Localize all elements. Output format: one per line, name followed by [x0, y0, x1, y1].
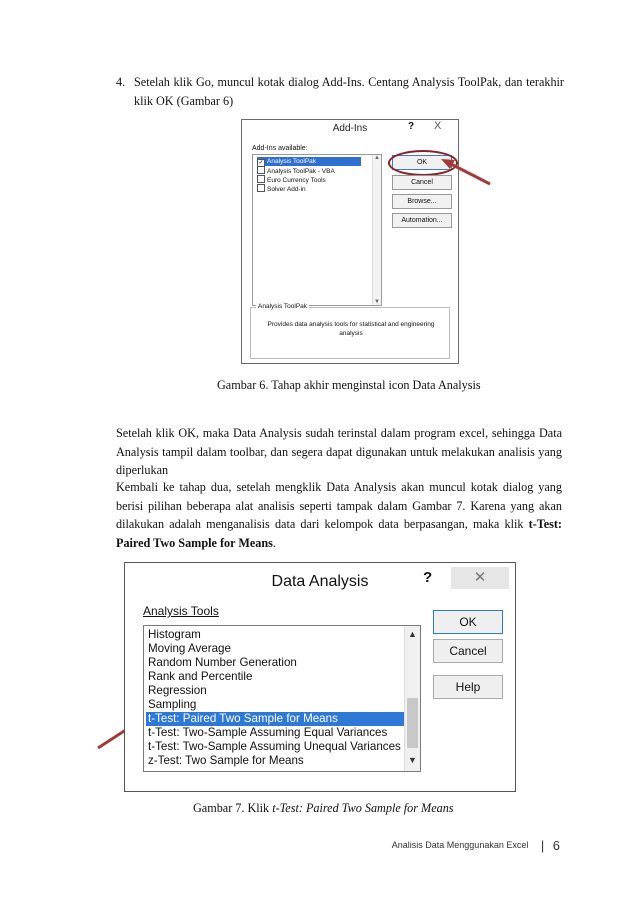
list-item[interactable]: Moving Average	[148, 642, 231, 655]
scroll-down-icon[interactable]: ▼	[374, 299, 380, 305]
scrollbar-thumb[interactable]	[407, 698, 418, 748]
addin-item-solver[interactable]	[257, 184, 306, 193]
addins-scrollbar[interactable]	[372, 155, 381, 305]
list-item[interactable]: Histogram	[148, 628, 201, 641]
paragraph-2-bold: t-Test: Paired Two Sample for Means	[116, 517, 562, 550]
addin-item-analysis-toolpak-vba[interactable]	[257, 166, 335, 175]
help-icon[interactable]: ?	[408, 121, 415, 132]
caption-7-italic: t-Test: Paired Two Sample for Means	[272, 801, 454, 815]
step-number: 4.	[116, 75, 126, 89]
footer-title: Analisis Data Menggunakan Excel	[391, 840, 529, 850]
paragraph-2	[116, 478, 562, 552]
analysis-tools-label	[143, 604, 219, 618]
close-icon[interactable]: ✕	[451, 567, 509, 589]
description-group-label: Analysis ToolPak	[258, 303, 308, 310]
list-item[interactable]: t-Test: Two-Sample Assuming Equal Variances	[148, 726, 388, 739]
list-item[interactable]: Sampling	[148, 698, 197, 711]
checkbox-icon[interactable]	[257, 184, 265, 192]
addin-item-label: Solver Add-in	[267, 186, 306, 193]
addin-item-analysis-toolpak[interactable]	[257, 157, 361, 166]
caption-gambar-7	[193, 800, 454, 816]
page-number: 6	[552, 838, 560, 853]
page-footer	[392, 838, 560, 853]
close-icon[interactable]: X	[434, 120, 442, 132]
paragraph-2-text: Kembali ke tahap dua, setelah mengklik Data Analysis akan muncul kotak dialog yang berisi pilihan beberapa alat analisis seperti tampak dalam Gambar 7. Karena yang akan dilakukan adalah menganalisis data dari kelompok data berpasangan, maka klik	[116, 480, 562, 531]
addin-item-label: Euro Currency Tools	[267, 177, 326, 184]
cancel-button[interactable]: Cancel	[433, 639, 503, 663]
ok-button[interactable]: OK	[433, 610, 503, 634]
list-item[interactable]: Regression	[148, 684, 207, 697]
checkbox-icon[interactable]	[257, 175, 265, 183]
checkbox-icon[interactable]: ✓	[258, 160, 264, 166]
addin-description: Provides data analysis tools for statistical and engineering analysis	[267, 321, 435, 337]
addin-item-label: Analysis ToolPak - VBA	[267, 168, 335, 175]
analysis-tools-list[interactable]	[143, 625, 421, 772]
data-analysis-dialog	[124, 562, 516, 792]
addins-list[interactable]	[252, 154, 382, 306]
scroll-up-icon[interactable]: ▲	[408, 629, 417, 639]
paragraph-1: Setelah klik OK, maka Data Analysis sudah terinstal dalam program excel, sehingga Data Analysis tampil dalam toolbar, dan segera dapat digunakan untuk melakukan analisis yang diperlukan	[116, 426, 562, 477]
addin-item-euro-currency-tools[interactable]	[257, 175, 326, 184]
cancel-button[interactable]: Cancel	[392, 175, 452, 190]
highlight-circle	[388, 150, 458, 176]
analysis-tools-label-text: Analysis Tools	[143, 604, 219, 618]
addin-item-label: Analysis ToolPak	[267, 158, 317, 165]
list-item[interactable]: z-Test: Two Sample for Means	[148, 754, 304, 767]
scroll-up-icon[interactable]: ▲	[374, 155, 380, 161]
automation-button[interactable]: Automation...	[392, 213, 452, 228]
help-button[interactable]: Help	[433, 675, 503, 699]
list-item-selected[interactable]: t-Test: Paired Two Sample for Means	[146, 712, 406, 726]
ok-button[interactable]: OK	[392, 155, 452, 170]
paragraph-2-end: .	[272, 535, 276, 550]
footer-separator: |	[540, 838, 545, 853]
scroll-down-icon[interactable]: ▼	[408, 755, 417, 765]
browse-button[interactable]: Browse...	[392, 194, 452, 209]
step-text: Setelah klik Go, muncul kotak dialog Add-Ins. Centang Analysis ToolPak, dan terakhir klik OK (Gambar 6)	[134, 75, 564, 108]
data-analysis-title: Data Analysis	[271, 573, 369, 590]
addins-dialog-title: Add-Ins	[332, 123, 368, 134]
caption-7-prefix: Gambar 7. Klik	[193, 801, 273, 815]
checkbox-icon[interactable]	[257, 166, 265, 174]
help-icon[interactable]: ?	[423, 569, 433, 586]
analysis-tools-scrollbar[interactable]	[404, 626, 420, 771]
list-item[interactable]: Rank and Percentile	[148, 670, 253, 683]
addins-dialog	[241, 119, 459, 364]
addins-available-label: Add-Ins available:	[252, 145, 308, 152]
list-item[interactable]: Random Number Generation	[148, 656, 297, 669]
caption-gambar-6: Gambar 6. Tahap akhir menginstal icon Data Analysis	[217, 378, 481, 392]
list-item[interactable]: t-Test: Two-Sample Assuming Unequal Variances	[148, 740, 401, 753]
